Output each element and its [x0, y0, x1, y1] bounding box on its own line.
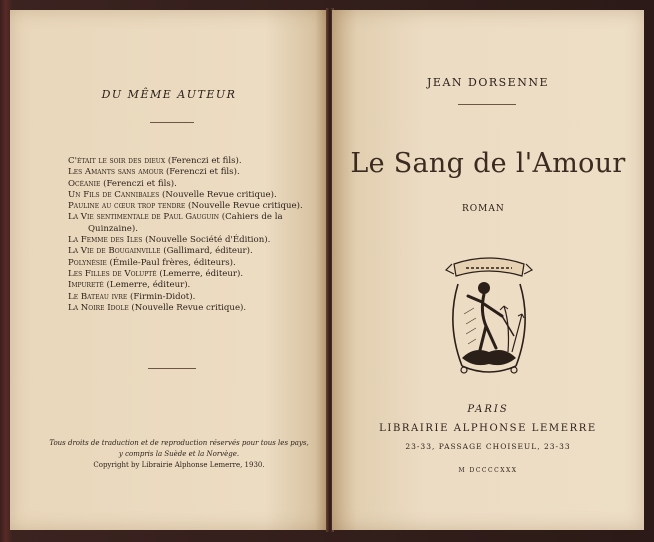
- work-item: [68, 190, 312, 201]
- work-item: [68, 269, 312, 280]
- work-item: [68, 292, 312, 303]
- work-title: Les Filles de Volupté: [68, 268, 157, 279]
- work-note: (Ferenczi et fils).: [163, 167, 240, 178]
- work-note: (Cahiers de la: [218, 212, 283, 223]
- work-item: [68, 258, 312, 269]
- work-note: (Firmin-Didot).: [127, 291, 196, 302]
- work-note: (Nouvelle Revue critique).: [185, 201, 303, 212]
- work-title: Le Bateau ivre: [68, 291, 128, 302]
- work-item: [68, 179, 312, 190]
- work-title: Un Fils de Cannibales: [68, 189, 160, 200]
- work-note: (Lemerre, éditeur).: [103, 280, 191, 291]
- work-item: [68, 280, 312, 291]
- work-title: La Vie de Bougainville: [68, 246, 161, 257]
- work-title: La Femme des Iles: [68, 235, 143, 246]
- rights-notice: [34, 438, 324, 471]
- work-title: La Noire Idole: [68, 302, 129, 313]
- book-title: Le Sang de l'Amour: [350, 148, 626, 179]
- work-note: (Ferenczi et fils).: [165, 156, 242, 166]
- work-title: C'était le soir des dieux: [68, 156, 166, 166]
- publisher-mark-vignette: [444, 254, 534, 382]
- work-note: (Nouvelle Société d'Édition).: [142, 235, 271, 246]
- heading-rule: [150, 122, 194, 123]
- rights-line-2: y compris la Suède et la Norvège.: [118, 450, 240, 458]
- work-item: [68, 167, 312, 178]
- by-same-author-heading: DU MÊME AUTEUR: [101, 88, 237, 101]
- genre-label: ROMAN: [462, 204, 505, 214]
- work-title: Océanie: [68, 178, 101, 189]
- separator-rule: [148, 368, 196, 369]
- copyright-line: Copyright by Librairie Alphonse Lemerre, 1930.: [93, 461, 265, 469]
- author-name: JEAN DORSENNE: [427, 76, 549, 89]
- work-title: La Vie sentimentale de Paul Gauguin: [68, 212, 219, 223]
- publisher-address: 23-33, PASSAGE CHOISEUL, 23-33: [405, 442, 571, 451]
- right-page: [332, 10, 644, 530]
- publisher-name: LIBRAIRIE ALPHONSE LEMERRE: [379, 423, 597, 434]
- work-item: [68, 303, 312, 314]
- work-note: (Ferenczi et fils).: [100, 178, 177, 189]
- work-note: (Émile-Paul frères, éditeurs).: [106, 257, 236, 268]
- work-title: Impureté: [68, 280, 104, 291]
- works-list: [68, 156, 312, 314]
- work-item: [68, 235, 312, 246]
- work-note: Quinzaine).: [88, 223, 138, 234]
- work-item: [68, 156, 312, 167]
- work-title: Pauline au cœur trop tendre: [68, 201, 186, 212]
- left-page: [10, 10, 328, 530]
- publication-place: PARIS: [467, 404, 509, 415]
- work-item: [68, 212, 312, 223]
- work-note: (Nouvelle Revue critique).: [159, 189, 277, 200]
- rights-line-1: Tous droits de traduction et de reproduction réservés pour tous les pays,: [49, 439, 309, 447]
- work-item: [68, 224, 312, 235]
- work-note: (Gallimard, éditeur).: [160, 246, 253, 257]
- author-rule: [458, 104, 516, 105]
- work-title: Les Amants sans amour: [68, 167, 164, 178]
- work-title: Polynésie: [68, 257, 107, 268]
- publication-year: M DCCCCXXX: [458, 467, 518, 474]
- work-item: [68, 201, 312, 212]
- work-note: (Nouvelle Revue critique).: [128, 302, 247, 313]
- work-note: (Lemerre, éditeur).: [156, 268, 244, 279]
- work-item: [68, 246, 312, 257]
